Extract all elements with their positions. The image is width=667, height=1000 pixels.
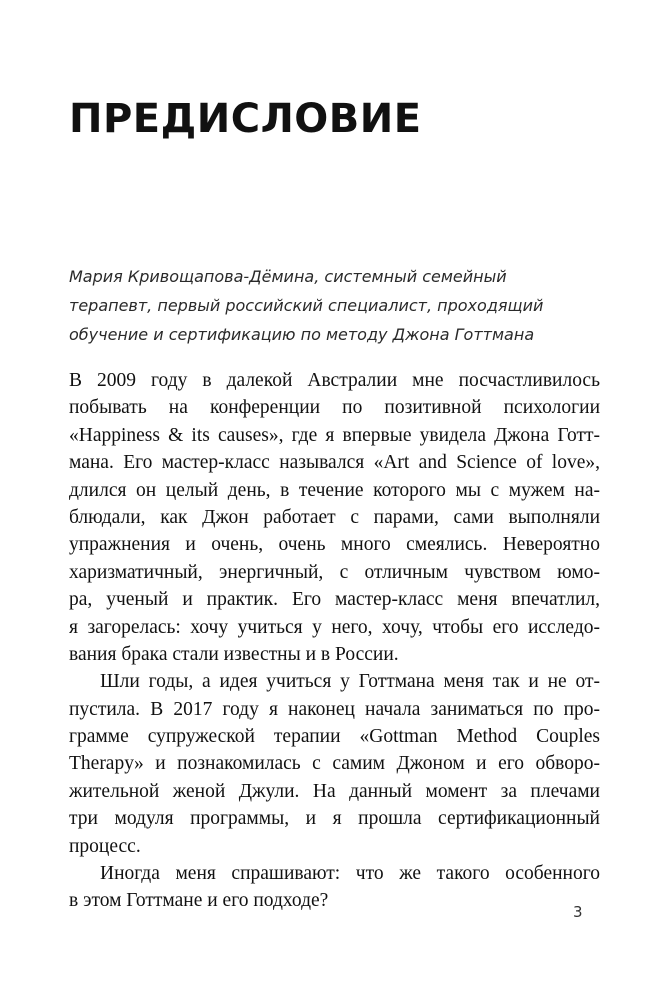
body-line: три модуля программы, и я прошла сертификационный <box>69 808 600 830</box>
body-line: В 2009 году в далекой Австралии мне посчастливилось <box>69 370 600 391</box>
body-line: «Happiness & its causes», где я впервые увидела Джона Готт- <box>69 424 600 446</box>
body-line: побывать на конференции по позитивной психологии <box>69 397 600 419</box>
body-line: я загорелась: хочу учиться у него, хочу, чтобы его исследо- <box>69 616 600 638</box>
body-line: Therapy» и познакомилась с самим Джоном и его обворо- <box>69 753 600 775</box>
epigraph-line-3: обучение и сертификацию по методу Джона Готтмана <box>69 325 535 344</box>
body-line: харизматичный, энергичный, с отличным чувством юмо- <box>69 561 600 583</box>
body-line: грамме супружеской терапии «Gottman Method Couples <box>69 726 600 748</box>
body-line: ра, ученый и практик. Его мастер-класс меня впечатлил, <box>69 589 600 611</box>
body-line: жительной женой Джули. На данный момент за плечами <box>69 780 600 802</box>
body-line: длился он целый день, в течение которого мы с мужем на- <box>69 479 600 501</box>
body-text <box>69 367 600 915</box>
body-line: в этом Готтмане и его подходе? <box>69 890 329 912</box>
body-line: мана. Его мастер-класс назывался «Art and Science of love», <box>69 452 600 474</box>
body-line: пустила. В 2017 году я наконец начала заниматься по про- <box>69 698 600 720</box>
epigraph <box>69 262 609 349</box>
epigraph-line-1-rest: системный семейный <box>319 267 507 286</box>
body-line: Иногда меня спрашивают: что же такого особенного <box>100 863 600 885</box>
epigraph-author: Мария Кривощапова-Дёмина, <box>69 267 320 286</box>
epigraph-line-2: терапевт, первый российский специалист, проходящий <box>69 296 544 315</box>
body-line: Шли годы, а идея учиться у Готтмана меня так и не от- <box>100 671 600 693</box>
page-number: 3 <box>573 903 583 921</box>
chapter-title: ПРЕДИСЛОВИЕ <box>69 96 422 142</box>
body-line: упражнения и очень, очень много смеялись. Невероятно <box>69 534 600 556</box>
body-line: вания брака стали известны и в России. <box>69 643 399 665</box>
body-line: процесс. <box>69 835 141 857</box>
body-line: блюдали, как Джон работает с парами, сами выполняли <box>69 506 600 528</box>
epigraph-line-1 <box>69 262 609 291</box>
